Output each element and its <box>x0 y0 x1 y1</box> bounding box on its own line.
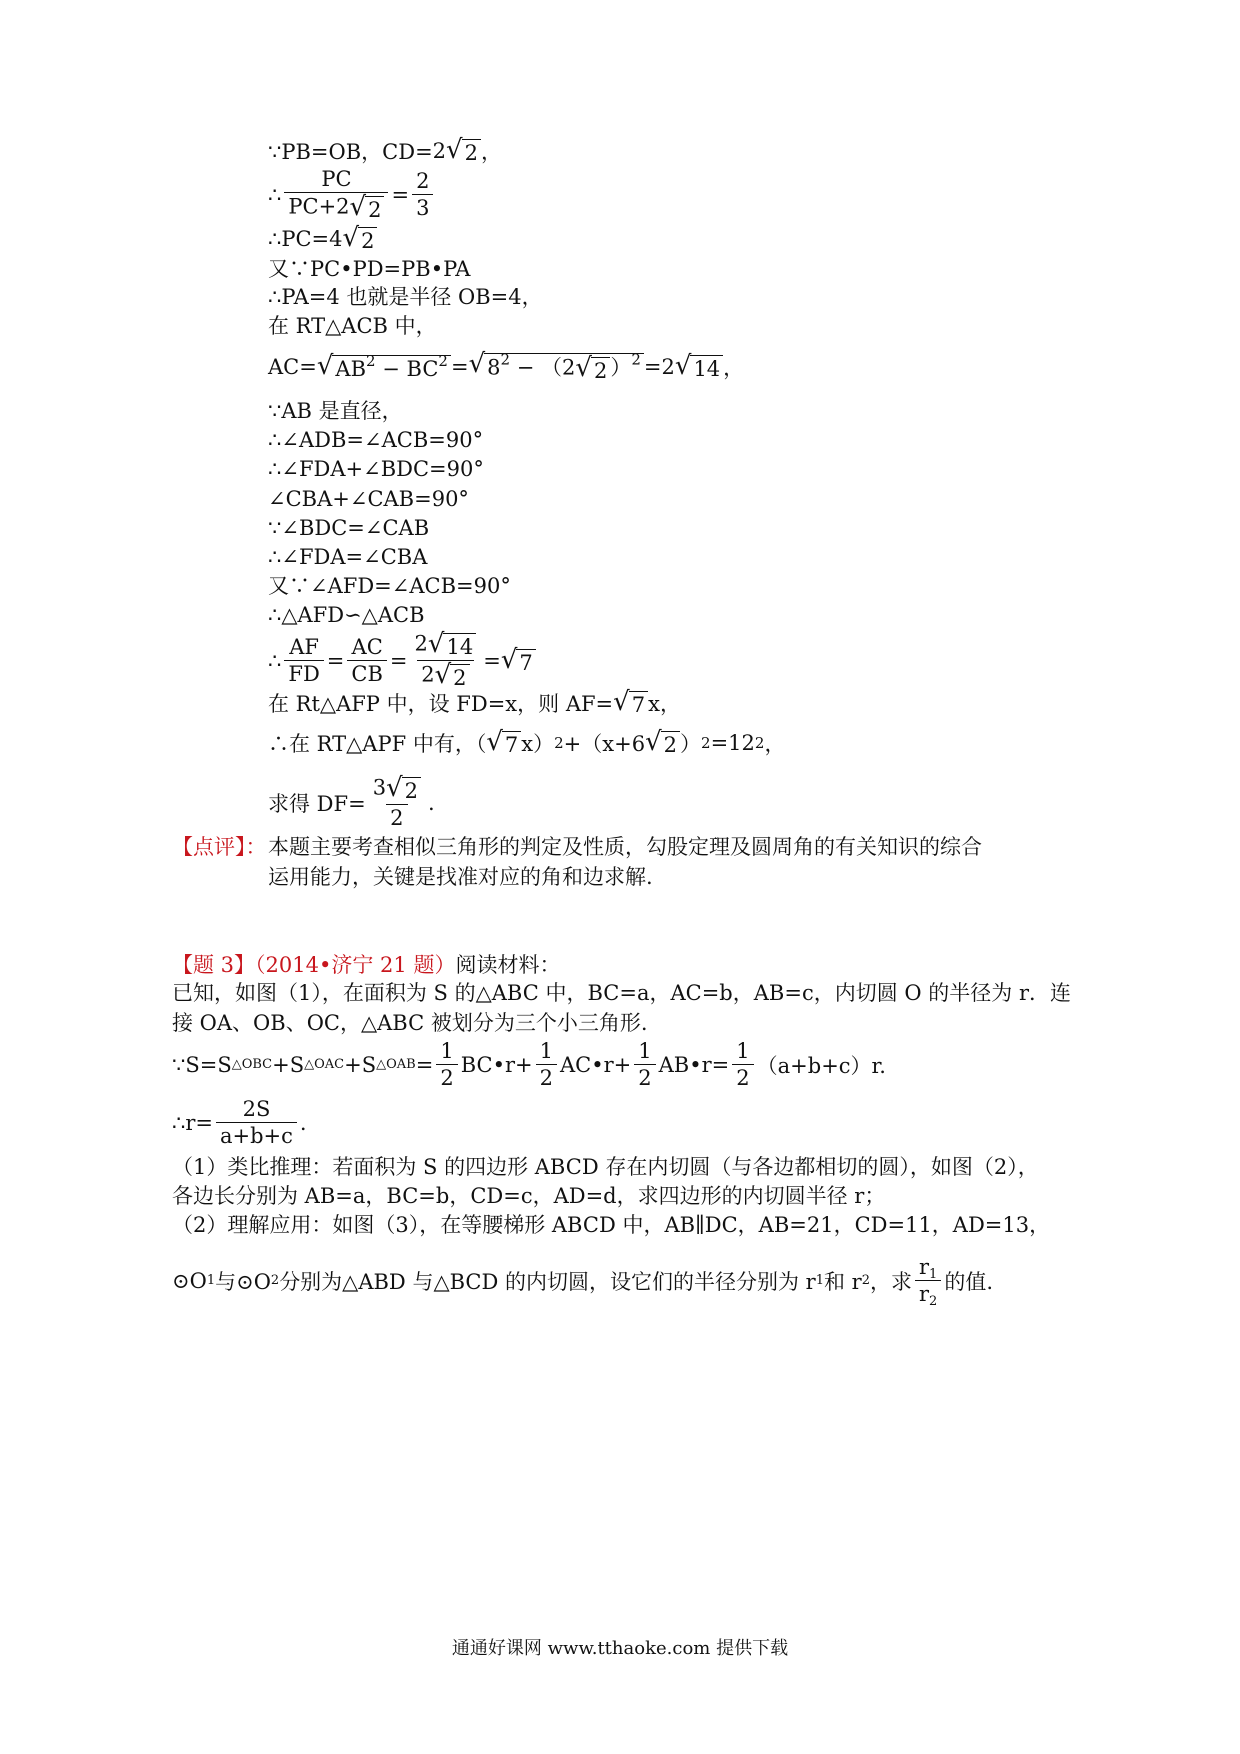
problem-para-1: 已知，如图（1），在面积为 S 的△ABC 中，BC=a，AC=b，AB=c，内切圆 O 的半径为 r．连 <box>172 981 1071 1005</box>
question-2-line-2: ⊙O 1 与⊙O 2 分别为△ABD 与△BCD 的内切圆，设它们的半径分别为 r 1 和 r 2 ，求 $\frac{r_1}{r_2}$ 的值. <box>172 1255 994 1309</box>
problem-heading: 【题 3】（2014•济宁 21 题）阅读材料： <box>172 953 561 977</box>
sqrt-expression: √ 2 <box>446 136 481 166</box>
proof-line-7: AC= √ $AB^2 - BC^2$ = √ $8^2 - (2$ √ 2 ）$^2$ =2 √ 14 ， <box>268 349 745 383</box>
question-1-line-2: 各边长分别为 AB=a，BC=b，CD=c，AD=d，求四边形的内切圆半径 r； <box>172 1184 886 1208</box>
proof-line-5: ∴PA=4 也就是半径 OB=4， <box>268 285 543 309</box>
radius-formula: ∴r= $\frac{2S}{a+b+c}$ . <box>172 1097 307 1148</box>
proof-line-19: 求得 DF= 3 √ 2 2 . <box>268 773 435 830</box>
question-1-line-1: （1）类比推理：若面积为 S 的四边形 ABCD 存在内切圆（与各边都相切的圆），如图（2）， <box>172 1155 1039 1179</box>
proof-line-14: 又∵∠AFD=∠ACB=90° <box>268 574 511 598</box>
area-formula: ∵S=S △OBC +S △OAC +S △OAB = $\frac{1}{2}$ BC•r+ $\frac{1}{2}$ AC•r+ $\frac{1}{2}$ AB•r= $\frac{1}{2}$ （a+b+c）r. <box>172 1039 886 1090</box>
comment-label: 【点评】： <box>172 835 267 859</box>
comment-line-1: 本题主要考查相似三角形的判定及性质，勾股定理及圆周角的有关知识的综合 <box>268 835 982 859</box>
fraction: $\frac{2}{3}$ <box>412 168 433 221</box>
page-footer: 通通好课网 www.tthaoke.com 提供下载 <box>451 1638 789 1659</box>
proof-line-11: ∠CBA+∠CAB=90° <box>268 487 469 511</box>
question-2-line-1: （2）理解应用：如图（3），在等腰梯形 ABCD 中，AB∥DC，AB=21，CD=11，AD=13， <box>172 1213 1051 1237</box>
proof-line-16: ∴ $\frac{AF}{FD}$ = $\frac{AC}{CB}$ = 2 √ 14 2 √ 2 = √ 7 <box>268 630 536 691</box>
proof-line-10: ∴∠FDA+∠BDC=90° <box>268 457 484 481</box>
proof-line-17: 在 Rt△AFP 中，设 FD=x，则 AF= √ 7 x， <box>268 687 681 717</box>
proof-line-9: ∴∠ADB=∠ACB=90° <box>268 428 484 452</box>
proof-line-6: 在 RT△ACB 中， <box>268 314 437 338</box>
fraction: PC PC+2 √ 2 <box>284 166 388 223</box>
problem-para-2: 接 OA、OB、OC，△ABC 被划分为三个小三角形. <box>172 1011 648 1035</box>
proof-line-12: ∵∠BDC=∠CAB <box>268 516 430 540</box>
proof-line-18: ∴在 RT△APF 中有，（ √ 7 x） 2 +（x+6 √ 2 ） 2 =12 2 ， <box>268 727 786 757</box>
proof-line-13: ∴∠FDA=∠CBA <box>268 545 428 569</box>
comment-line-2: 运用能力，关键是找准对应的角和边求解. <box>268 865 653 889</box>
proof-line-3: ∴PC=4 √ 2 <box>268 224 377 254</box>
proof-line-2: ∴ PC PC+2 √ 2 = $\frac{2}{3}$ <box>268 166 436 223</box>
proof-line-8: ∵AB 是直径， <box>268 399 403 423</box>
proof-line-4: 又∵PC•PD=PB•PA <box>268 257 471 281</box>
proof-line-15: ∴△AFD∽△ACB <box>268 603 425 627</box>
proof-line-1: ∵PB=OB，CD= 2 √ 2 ， <box>268 135 502 165</box>
